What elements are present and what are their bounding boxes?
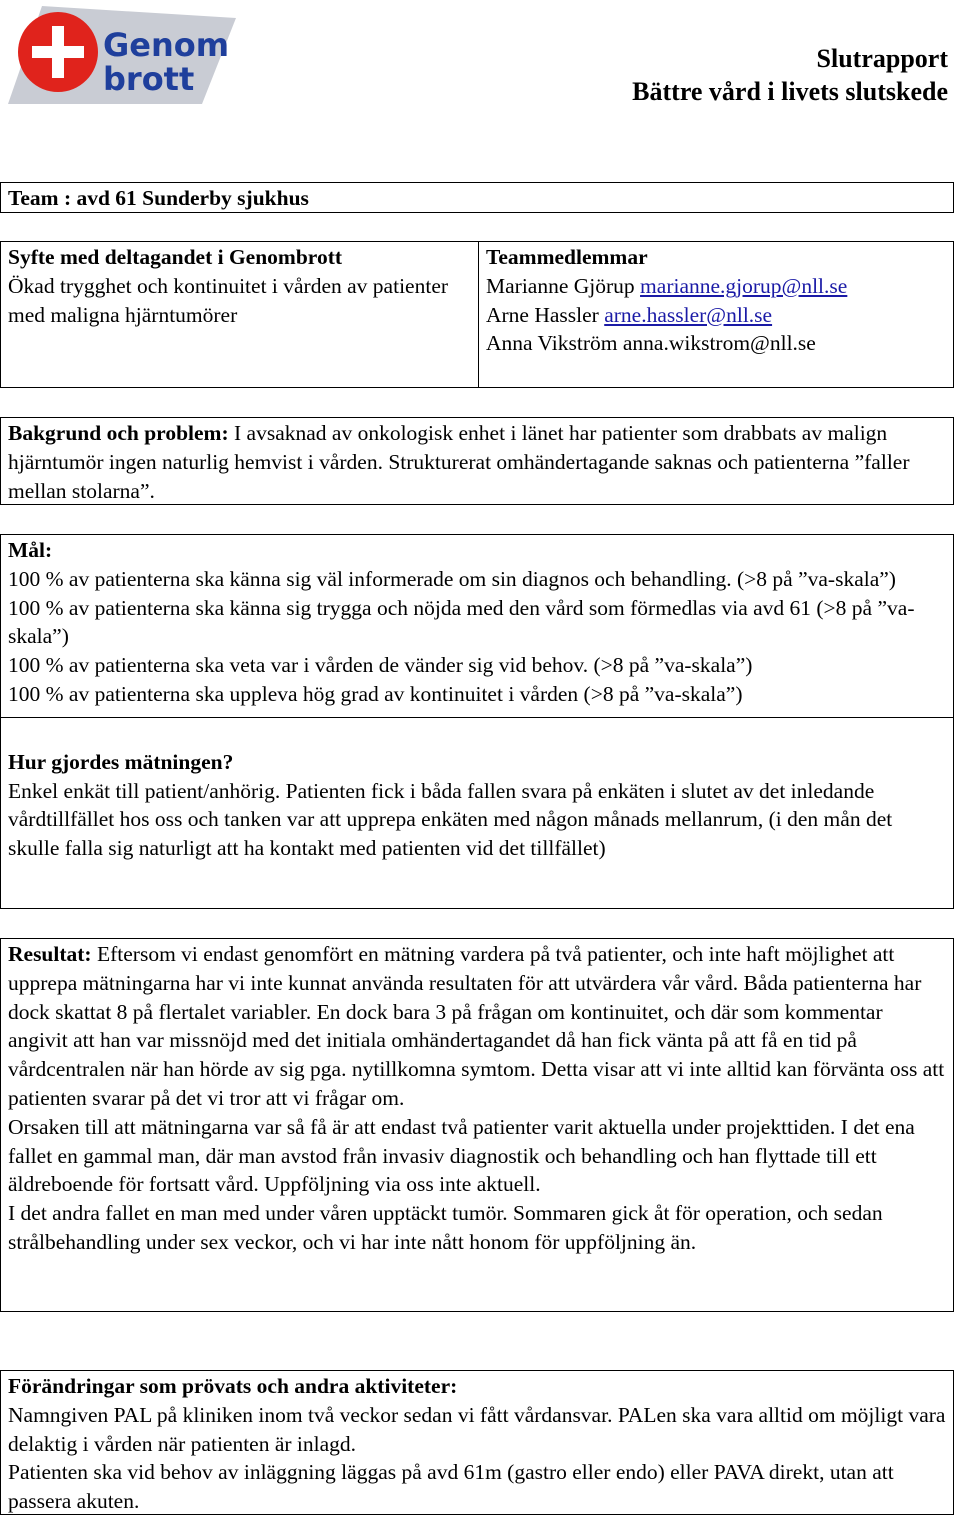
report-title-line2: Bättre vård i livets slutskede [632,77,948,106]
results-text-3: I det andra fallet en man med under våren upptäckt tumör. Sommaren gick åt för operation, och sedan strålbehandling under sex veckor, och vi har inte nått honom för uppföljning än. [8,1201,883,1254]
results-text-1: Eftersom vi endast genomfört en mätning vardera på två patienter, och inte haft möjlighet att upprepa mätningarna har vi inte kunnat använda resultaten för att utvärdera vår vård. Båda patienterna har dock skattat 8 på flertalet variabler. En dock bara 3 på frågan om kontinuitet, och där som kommentar angivit att han var missnöjd med det initiala omhändertagandet då han fick vänta på att få en tid på vårdcentralen när han hörde av sig pga. nytillkomna symtom. Detta visar att vi inte alltid kan förvänta oss att patienten svarar på det vi tror att vi frågar om. [8,942,945,1110]
background-box [0,417,954,505]
report-title [632,42,948,108]
results-text-2: Orsaken till att mätningarna var så få är att endast två patienter varit aktuella under projekttiden. I det ena fallet en gammal man, där man avstod från invasiv diagnostik och behandling och han flyttade till ett äldreboende för fortsatt vård. Uppföljning via oss inte aktuell. [8,1114,915,1197]
members-section [479,242,953,387]
purpose-members-box [0,241,954,388]
member-row [486,329,946,358]
changes-text-2: Patienten ska vid behov av inläggning läggas på avd 61m (gastro eller endo) eller PAVA direkt, utan att passera akuten. [8,1460,894,1514]
member-name: Marianne Gjörup [486,273,641,298]
goal-item: 100 % av patienterna ska veta var i vården de vänder sig vid behov. (>8 på ”va-skala”) [8,653,753,678]
changes-box [0,1370,954,1515]
purpose-section [1,242,479,387]
team-box [0,182,954,213]
member-email-link[interactable]: marianne.gjorup@nll.se [640,273,848,298]
measurement-text: Enkel enkät till patient/anhörig. Patienten fick i båda fallen svara på enkäten i slutet av det inledande vårdtillfället hos oss och tanken var att upprepa enkäten med någon månads mellanrum, (i den mån det skulle falla sig naturligt att ha kontakt med patienten vid det tillfället) [8,778,893,861]
member-row [486,301,946,330]
members-heading: Teammedlemmar [486,245,648,269]
member-email-link[interactable]: arne.hassler@nll.se [604,302,773,327]
goal-item: 100 % av patienterna ska känna sig trygga och nöjda med den vård som förmedlas via avd 61 (>8 på ”va-skala”) [8,595,915,649]
results-box [0,938,954,1312]
results-heading: Resultat: [8,942,92,966]
goal-item: 100 % av patienterna ska uppleva hög grad av kontinuitet i vården (>8 på ”va-skala”) [8,681,743,706]
purpose-heading: Syfte med deltagandet i Genombrott [8,245,343,269]
changes-heading: Förändringar som prövats och andra aktiviteter: [8,1374,458,1398]
measurement-section [1,718,953,865]
changes-text-1: Namngiven PAL på kliniken inom två veckor sedan vi fått vårdansvar. PALen ska vara alltid om möjligt vara delaktig i vården när patienten är inlagd. [8,1402,946,1456]
goals-section [1,535,953,711]
svg-text:Genom: Genom [103,26,230,64]
goals-measurement-box [0,534,954,909]
purpose-text: Ökad trygghet och kontinuitet i vården av patienter med maligna hjärntumörer [8,273,449,327]
background-text: I avsaknad av onkologisk enhet i länet har patienter som drabbats av malign hjärntumör ingen naturlig hemvist i vården. Strukturerat omhändertagande saknas och patienterna ”faller mellan stolarna”. [8,421,910,503]
report-title-line1: Slutrapport [816,44,948,73]
member-name: Arne Hassler [486,302,605,327]
background-heading: Bakgrund och problem: [8,421,229,445]
svg-text:brott: brott [103,60,195,98]
measurement-heading: Hur gjordes mätningen? [8,749,234,774]
team-label: Team : avd 61 Sunderby sjukhus [8,186,309,210]
member-row [486,272,946,301]
member-name: Anna Vikström [486,331,623,356]
goal-item: 100 % av patienterna ska känna sig väl informerade om sin diagnos och behandling. (>8 på ”va-skala”) [8,566,896,591]
goals-heading: Mål: [8,538,53,562]
genombrott-logo [8,6,236,108]
member-email: anna.wikstrom@nll.se [622,331,816,356]
